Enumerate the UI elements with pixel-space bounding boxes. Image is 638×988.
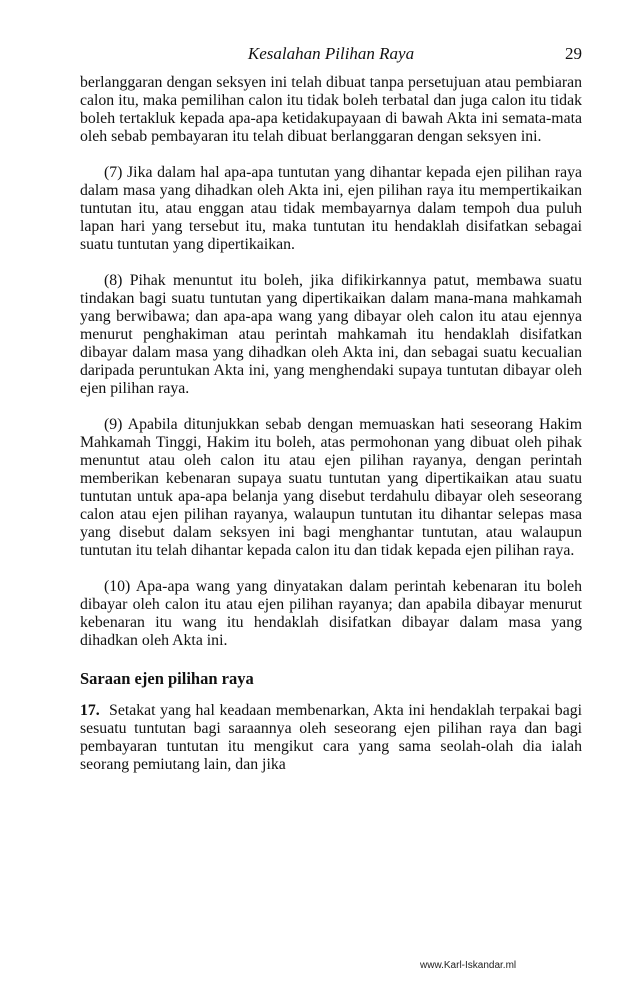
body-text	[80, 74, 582, 774]
running-header	[80, 44, 582, 74]
footer-watermark-link: www.Karl-Iskandar.ml	[420, 960, 517, 971]
paragraph-subsection-8: (8) Pihak menuntut itu boleh, jika difikirkannya patut, membawa suatu tindakan bagi suatu tuntutan yang dipertikaikan dalam mana-mana mahkamah yang berwibawa; dan apa-apa wang yang dibayar oleh calon itu atau ejennya menurut penghakiman atau perintah mahkamah itu hendaklah disifatkan dibayar dalam masa yang dihadkan oleh Akta ini, dan sebagai suatu kecualian daripada peruntukan Akta ini, yang menghendaki supaya tuntutan dibayar oleh ejen pilihan raya.	[80, 272, 582, 397]
document-page	[80, 44, 582, 792]
paragraph-subsection-9: (9) Apabila ditunjukkan sebab dengan memuaskan hati seseorang Hakim Mahkamah Tinggi, Hakim itu boleh, atas permohonan yang dibuat oleh pihak menuntut atau oleh calon itu atau ejen pilihan rayanya, dengan perintah memberikan kebenaran supaya suatu tuntutan yang dipertikaikan atau suatu tuntutan untuk apa-apa belanja yang disebut terdahulu dibayar oleh seseorang calon atau ejen pilihan rayanya, walaupun tuntutan itu dihantar selepas masa yang disebut dalam seksyen ini bagi menghantar tuntutan, atau walaupun tuntutan itu telah dihantar kepada calon itu dan tidak kepada ejen pilihan raya.	[80, 416, 582, 559]
section-heading: Saraan ejen pilihan raya	[80, 669, 254, 688]
paragraph-subsection-7: (7) Jika dalam hal apa-apa tuntutan yang dihantar kepada ejen pilihan raya dalam masa yang dihadkan oleh Akta ini, ejen pilihan raya itu mempertikaikan tuntutan itu, atau enggan atau tidak membayarnya dalam tempoh dua puluh lapan hari yang tersebut itu, maka tuntutan itu hendaklah disifatkan sebagai suatu tuntutan yang dipertikaikan.	[80, 164, 582, 253]
running-title: Kesalahan Pilihan Raya	[247, 44, 415, 63]
section-17-paragraph	[80, 702, 582, 774]
page-number: 29	[565, 44, 582, 63]
paragraph-subsection-10: (10) Apa-apa wang yang dinyatakan dalam perintah kebenaran itu boleh dibayar oleh calon itu atau ejen pilihan rayanya; dan apabila dibayar menurut kebenaran itu wang itu hendaklah disifatkan dibayar dalam masa yang dihadkan oleh Akta ini.	[80, 578, 582, 649]
section-number: 17.	[80, 702, 100, 719]
paragraph-continuation: berlanggaran dengan seksyen ini telah dibuat tanpa persetujuan atau pembiaran calon itu, maka pemilihan calon itu tidak boleh terbatal dan juga calon itu tidak boleh tertakluk kepada apa-apa ketidakupayaan di bawah Akta ini semata-mata oleh sebab pembayaran itu telah dibuat berlanggaran dengan seksyen ini.	[80, 74, 582, 145]
section-17-text: Setakat yang hal keadaan membenarkan, Akta ini hendaklah terpakai bagi sesuatu tuntutan bagi saraannya oleh seseorang ejen pilihan raya dan bagi pembayaran tuntutan itu mengikut cara yang sama seolah-olah dia ialah seorang pemiutang lain, dan jika	[80, 702, 583, 773]
